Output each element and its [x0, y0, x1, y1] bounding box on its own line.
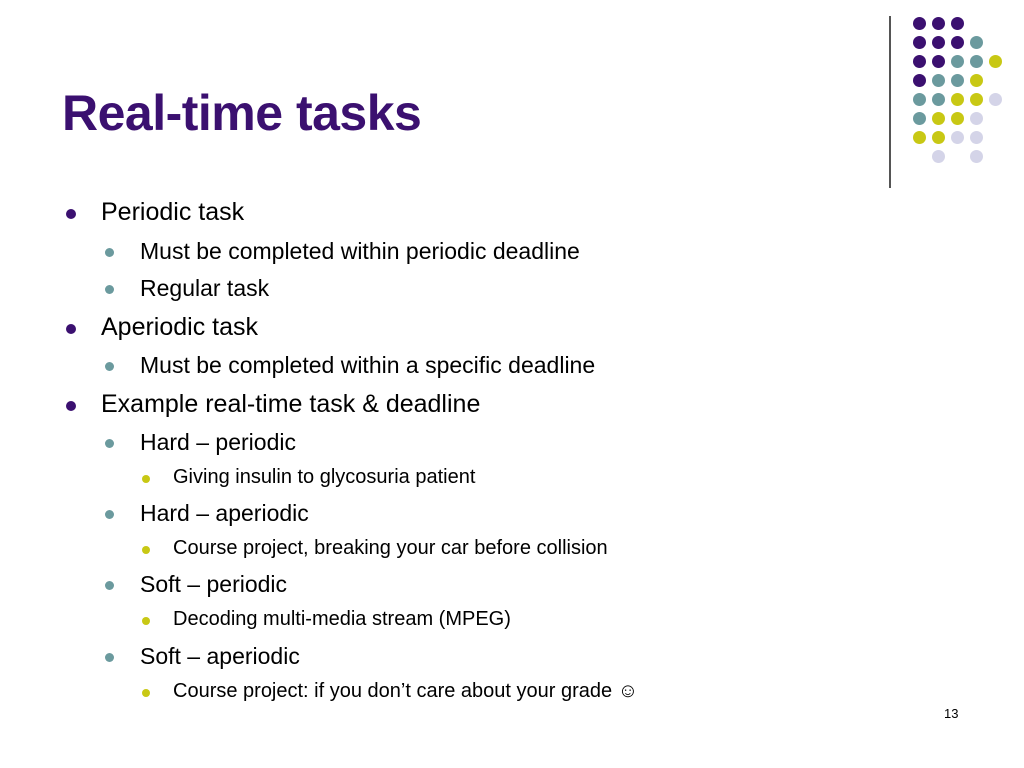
- bullet-text: Regular task: [140, 275, 270, 301]
- slide-title: Real-time tasks: [62, 85, 422, 141]
- decorative-dot: [989, 55, 1002, 68]
- bullet-dot-icon: [142, 617, 150, 625]
- bullet-text: Giving insulin to glycosuria patient: [173, 466, 476, 488]
- bullet-dot-icon: [142, 546, 150, 554]
- bullet-item-level-2: [140, 500, 309, 527]
- decorative-dot: [970, 93, 983, 106]
- bullet-item-level-2: [140, 275, 269, 302]
- bullet-text: Aperiodic task: [101, 313, 259, 341]
- decorative-dot: [913, 74, 926, 87]
- decorative-dot: [932, 150, 945, 163]
- decorative-dot: [951, 112, 964, 125]
- bullet-text: Soft – periodic: [140, 571, 288, 597]
- decorative-dot: [970, 112, 983, 125]
- bullet-item-level-3: [173, 608, 511, 631]
- bullet-item-level-3: [173, 466, 475, 489]
- bullet-item-level-3: [173, 537, 608, 560]
- bullet-text: Must be completed within periodic deadline: [140, 238, 580, 264]
- bullet-item-level-2: [140, 571, 287, 598]
- decorative-dot: [951, 131, 964, 144]
- decorative-dot: [970, 36, 983, 49]
- bullet-dot-icon: [142, 475, 150, 483]
- decorative-dot: [913, 17, 926, 30]
- page-number: 13: [944, 706, 959, 721]
- decorative-dot: [951, 55, 964, 68]
- bullet-dot-icon: [66, 209, 76, 219]
- decorative-dot: [932, 93, 945, 106]
- bullet-text: Course project: if you don’t care about your grade ☺: [173, 680, 639, 702]
- bullet-text: Course project, breaking your car before collision: [173, 537, 608, 559]
- bullet-item-level-2: [140, 643, 300, 670]
- decorative-dot: [970, 131, 983, 144]
- bullet-text: Periodic task: [101, 198, 245, 226]
- decorative-dot: [932, 131, 945, 144]
- bullet-item-level-3: [173, 680, 638, 703]
- bullet-text: Decoding multi-media stream (MPEG): [173, 608, 511, 630]
- bullet-text: Hard – periodic: [140, 429, 296, 455]
- bullet-text: Soft – aperiodic: [140, 643, 300, 669]
- divider-line: [889, 16, 891, 188]
- decorative-dot: [951, 74, 964, 87]
- bullet-text: Must be completed within a specific deadline: [140, 352, 596, 378]
- decorative-dot: [913, 93, 926, 106]
- decorative-dot: [989, 93, 1002, 106]
- bullet-dot-icon: [66, 401, 76, 411]
- decorative-dot: [932, 17, 945, 30]
- decorative-dot: [913, 36, 926, 49]
- bullet-dot-icon: [105, 581, 114, 590]
- bullet-dot-icon: [105, 362, 114, 371]
- bullet-text: Example real-time task & deadline: [101, 390, 481, 418]
- decorative-dot: [951, 93, 964, 106]
- decorative-dot: [913, 112, 926, 125]
- bullet-dot-icon: [105, 510, 114, 519]
- decorative-dot: [913, 55, 926, 68]
- decorative-dot: [970, 55, 983, 68]
- decorative-dot: [932, 74, 945, 87]
- bullet-dot-icon: [142, 689, 150, 697]
- bullet-item-level-2: [140, 352, 595, 379]
- decorative-dot: [932, 36, 945, 49]
- bullet-dot-icon: [105, 285, 114, 294]
- bullet-dot-icon: [105, 439, 114, 448]
- bullet-dot-icon: [105, 248, 114, 257]
- decorative-dot: [970, 150, 983, 163]
- decorative-dot: [951, 17, 964, 30]
- bullet-item-level-2: [140, 429, 296, 456]
- bullet-item-level-1: [101, 313, 258, 342]
- bullet-item-level-1: [101, 390, 480, 419]
- decorative-dot: [951, 36, 964, 49]
- bullet-item-level-2: [140, 238, 580, 265]
- decorative-dot: [970, 74, 983, 87]
- decorative-dot: [913, 131, 926, 144]
- bullet-item-level-1: [101, 198, 244, 227]
- decorative-dot: [932, 55, 945, 68]
- bullet-text: Hard – aperiodic: [140, 500, 309, 526]
- bullet-dot-icon: [105, 653, 114, 662]
- decorative-dot: [932, 112, 945, 125]
- bullet-dot-icon: [66, 324, 76, 334]
